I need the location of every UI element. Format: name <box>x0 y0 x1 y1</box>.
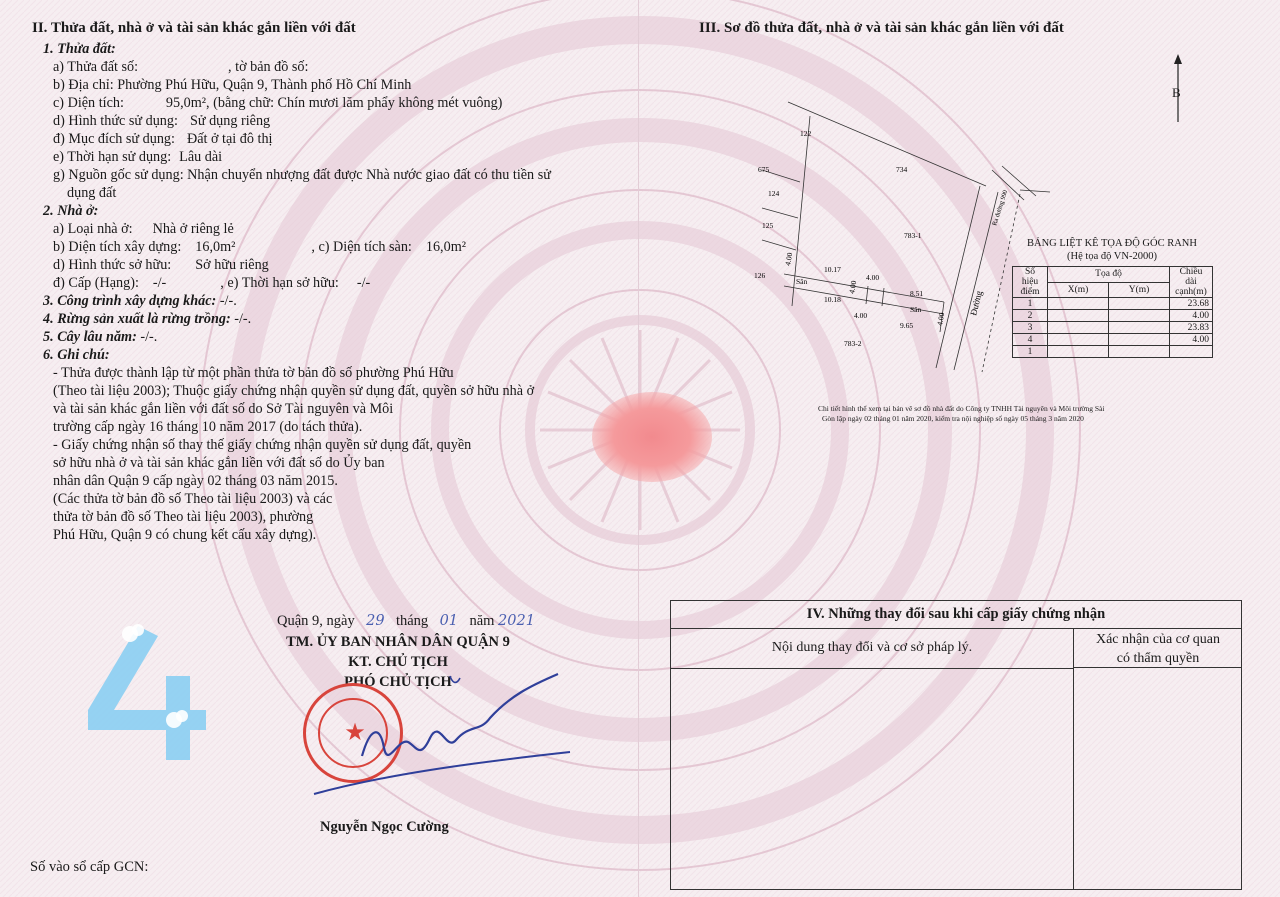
house-type: a) Loại nhà ở: Nhà ở riêng lẻ <box>53 221 234 237</box>
svg-text:4.00: 4.00 <box>847 279 859 295</box>
handwritten-signature <box>300 668 575 803</box>
svg-text:8.51: 8.51 <box>910 289 924 298</box>
house-areas: b) Diện tích xây dựng: 16,0m² , c) Diện tích sàn: 16,0m² <box>53 239 466 255</box>
house-grade: đ) Cấp (Hạng): -/- , e) Thời hạn sở hữu: -/- <box>53 275 371 291</box>
svg-text:Đường: Đường <box>968 289 985 317</box>
notes-line: - Giấy chứng nhận số thay thế giấy chứng nhận quyền sử dụng đất, quyền <box>53 437 472 453</box>
left-page <box>0 0 638 897</box>
svg-text:Ra đường 990: Ra đường 990 <box>991 189 1010 227</box>
usage-form: d) Hình thức sử dụng: Sử dụng riêng <box>53 113 271 129</box>
coord-header-y: Y(m) <box>1109 282 1170 298</box>
signing-date: Quận 9, ngày 29 tháng 01 năm 2021 <box>277 613 535 629</box>
register-number-label: Số vào sổ cấp GCN: <box>30 859 149 875</box>
org-title: TM. ỦY BAN NHÂN DÂN QUẬN 9 <box>286 634 510 650</box>
changes-table <box>670 600 1242 890</box>
svg-text:10.18: 10.18 <box>824 295 841 304</box>
table-row: 3 23.83 <box>1013 322 1213 334</box>
notes-line: nhân dân Quận 9 cấp ngày 02 tháng 03 năm 2015. <box>53 473 338 489</box>
coord-table-subtitle: (Hệ tọa độ VN-2000) <box>1067 251 1157 262</box>
north-label: B <box>1172 85 1181 100</box>
svg-text:Sân: Sân <box>910 305 922 314</box>
usage-origin: g) Nguồn gốc sử dụng: Nhận chuyển nhượng đất được Nhà nước giao đất có thu tiền sử <box>53 167 551 183</box>
svg-text:4.00: 4.00 <box>866 273 880 282</box>
svg-text:126: 126 <box>754 271 766 280</box>
notes-line: thửa tờ bản đồ số Theo tài liệu 2003), phường <box>53 509 314 525</box>
svg-text:Sân: Sân <box>796 277 808 286</box>
land-heading: 1. Thửa đất: <box>43 41 116 57</box>
coord-header-point: Số hiệu điểm <box>1013 267 1048 298</box>
svg-text:783-1: 783-1 <box>904 231 922 240</box>
notes-line: và tài sản khác gắn liền với đất số do Sở Tài nguyên và Môi <box>53 401 394 417</box>
vice-chairman-title: PHÓ CHỦ TỊCH <box>344 674 452 690</box>
land-area: c) Diện tích: 95,0m², (bằng chữ: Chín mươi lăm phẩy không mét vuông) <box>53 95 503 111</box>
notes-line: - Thửa được thành lập từ một phần thửa tờ bản đồ số phường Phú Hữu <box>53 365 454 381</box>
notes-heading: 6. Ghi chú: <box>43 347 110 363</box>
table-row: 2 4.00 <box>1013 310 1213 322</box>
address: b) Địa chỉ: Phường Phú Hữu, Quận 9, Thành phố Hồ Chí Minh <box>53 77 412 93</box>
coord-header-x: X(m) <box>1048 282 1109 298</box>
svg-text:124: 124 <box>768 189 780 198</box>
notes-line: sở hữu nhà ở và tài sản khác gắn liền với đất số do Ủy ban <box>53 455 385 471</box>
notes-line: (Theo tài liệu 2003); Thuộc giấy chứng nhận quyền sử dụng đất, quyền sở hữu nhà ở <box>53 383 535 399</box>
svg-text:675: 675 <box>758 165 770 174</box>
changes-col-content: Nội dung thay đổi và cơ sở pháp lý. <box>671 628 1073 669</box>
notes-line: (Các thửa tờ bản đồ số Theo tài liệu 2003) và các <box>53 491 333 507</box>
coord-table-title: BẢNG LIỆT KÊ TỌA ĐỘ GÓC RANH <box>1027 238 1197 249</box>
signer-name: Nguyễn Ngọc Cường <box>320 819 449 835</box>
usage-origin-cont: dụng đất <box>67 185 117 201</box>
svg-text:9.65: 9.65 <box>900 321 914 330</box>
section-title-land: II. Thửa đất, nhà ở và tài sản khác gắn liền với đất <box>32 20 356 36</box>
svg-text:10.17: 10.17 <box>824 265 841 274</box>
table-row: 1 <box>1013 346 1213 358</box>
svg-text:4: 4 <box>78 618 79 619</box>
coord-header-length: Chiều dài cạnh(m) <box>1170 267 1213 298</box>
usage-purpose: đ) Mục đích sử dụng: Đất ở tại đô thị <box>53 131 273 147</box>
table-row: 1 23.68 <box>1013 298 1213 310</box>
section-title-map: III. Sơ đồ thửa đất, nhà ở và tài sản khác gắn liền với đất <box>699 20 1064 36</box>
house-heading: 2. Nhà ở: <box>43 203 99 219</box>
page-number-badge <box>78 618 218 768</box>
planted-forest: 4. Rừng sản xuất là rừng trồng: -/-. <box>43 311 252 327</box>
changes-title: IV. Những thay đổi sau khi cấp giấy chứng nhận <box>671 601 1241 629</box>
coord-table <box>1012 266 1213 358</box>
svg-text:734: 734 <box>896 165 908 174</box>
notes-line: Phú Hữu, Quận 9 có chung kết cấu xây dựng). <box>53 527 317 543</box>
notes-line: trường cấp ngày 16 tháng 10 năm 2017 (do tách thửa). <box>53 419 363 435</box>
usage-term: e) Thời hạn sử dụng: Lâu dài <box>53 149 223 165</box>
map-note: Gòn lập ngày 02 tháng 01 năm 2020, kiểm tra nội nghiệp số ngày 05 tháng 3 năm 2020 <box>822 414 1084 423</box>
svg-text:4.00: 4.00 <box>935 311 947 327</box>
svg-text:4.00: 4.00 <box>783 251 795 267</box>
changes-col-confirm: Xác nhận của cơ quan có thẩm quyền <box>1074 628 1242 668</box>
table-row: 4 4.00 <box>1013 334 1213 346</box>
house-ownership: d) Hình thức sở hữu: Sở hữu riêng <box>53 257 269 273</box>
map-note: Chi tiết hình thể xem tại bản vẽ sơ đồ nhà đất do Công ty TNHH Tài nguyên và Môi trường Sài <box>818 404 1105 413</box>
svg-text:783-2: 783-2 <box>844 339 862 348</box>
svg-text:4.00: 4.00 <box>854 311 868 320</box>
perennial-trees: 5. Cây lâu năm: -/-. <box>43 329 158 345</box>
svg-text:122: 122 <box>800 129 812 138</box>
parcel-number: a) Thửa đất số: , tờ bản đồ số: <box>53 59 309 75</box>
chairman-title: KT. CHỦ TỊCH <box>348 654 448 670</box>
coord-header-xy: Tọa độ <box>1048 267 1170 283</box>
other-construction: 3. Công trình xây dựng khác: -/-. <box>43 293 237 309</box>
svg-text:125: 125 <box>762 221 774 230</box>
red-seal: ★ <box>303 683 403 783</box>
